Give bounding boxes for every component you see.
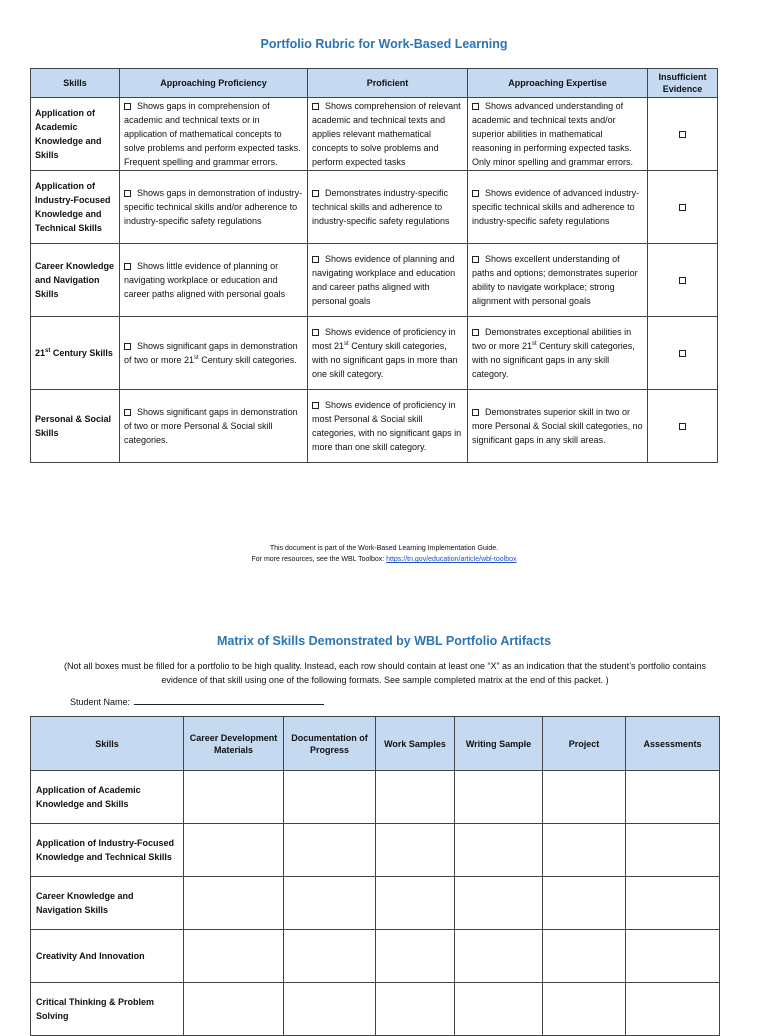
cell-proficient: Shows evidence of proficiency in most 21st Century skill categories, with no significant gaps in more than one skill category.	[308, 317, 468, 390]
cell-approaching-proficiency: Shows significant gaps in demonstration of two or more 21st Century skill categories.	[120, 317, 308, 390]
matrix-cell[interactable]	[376, 930, 455, 983]
table-row	[31, 171, 718, 244]
wbl-toolbox-link[interactable]: https://tn.gov/education/article/wbl-toolbox	[386, 556, 517, 563]
matrix-cell[interactable]	[543, 771, 626, 824]
header-documentation: Documentation of Progress	[284, 717, 376, 771]
cell-approaching-expertise: Shows evidence of advanced industry-specific technical skills and adherence to industry-specific safety regulations	[468, 171, 648, 244]
cell-approaching-expertise: Shows advanced understanding of academic and technical texts and/or superior abilities in mathematical reasoning in performing expected tasks. Only minor spelling and grammar errors.	[468, 98, 648, 171]
checkbox-icon[interactable]	[124, 263, 131, 270]
checkbox-icon[interactable]	[124, 343, 131, 350]
cell-approaching-expertise: Demonstrates superior skill in two or more Personal & Social skill categories, no significant gaps in any skill areas.	[468, 390, 648, 463]
skill-name: Career Knowledge and Navigation Skills	[31, 244, 120, 317]
cell-insufficient-evidence	[648, 317, 718, 390]
skill-name: Personal & Social Skills	[31, 390, 120, 463]
header-skills: Skills	[31, 717, 184, 771]
checkbox-icon[interactable]	[679, 131, 686, 138]
table-row	[31, 98, 718, 171]
matrix-cell[interactable]	[376, 771, 455, 824]
rubric-title: Portfolio Rubric for Work-Based Learning	[260, 37, 508, 51]
matrix-cell[interactable]	[626, 771, 720, 824]
matrix-cell[interactable]	[626, 983, 720, 1036]
cell-approaching-proficiency: Shows gaps in demonstration of industry-specific technical skills and/or adherence to industry-specific safety regulations	[120, 171, 308, 244]
matrix-cell[interactable]	[455, 877, 543, 930]
student-name-label: Student Name:	[70, 697, 131, 707]
checkbox-icon[interactable]	[312, 103, 319, 110]
checkbox-icon[interactable]	[124, 103, 131, 110]
header-project: Project	[543, 717, 626, 771]
skill-name: 21st Century Skills	[31, 317, 120, 390]
matrix-cell[interactable]	[626, 824, 720, 877]
matrix-cell[interactable]	[184, 930, 284, 983]
skill-name: Career Knowledge and Navigation Skills	[31, 877, 184, 930]
matrix-header-row	[31, 717, 720, 771]
matrix-cell[interactable]	[543, 877, 626, 930]
table-row	[31, 317, 718, 390]
table-row	[31, 983, 720, 1036]
checkbox-icon[interactable]	[472, 103, 479, 110]
table-row	[31, 930, 720, 983]
cell-insufficient-evidence	[648, 244, 718, 317]
checkbox-icon[interactable]	[472, 329, 479, 336]
skill-name: Application of Industry-Focused Knowledge and Technical Skills	[31, 171, 120, 244]
skill-name: Application of Academic Knowledge and Skills	[31, 98, 120, 171]
matrix-cell[interactable]	[184, 824, 284, 877]
checkbox-icon[interactable]	[312, 329, 319, 336]
matrix-cell[interactable]	[184, 983, 284, 1036]
cell-approaching-proficiency: Shows little evidence of planning or navigating workplace or education and career paths aligned with personal goals	[120, 244, 308, 317]
matrix-note: (Not all boxes must be filled for a portfolio to be high quality. Instead, each row should contain at least one “X” as an indication that the student’s portfolio contains evidence of that skill using one of the following formats. See sample completed matrix at the end of this packet. )	[63, 661, 707, 685]
matrix-table	[30, 716, 720, 1036]
checkbox-icon[interactable]	[679, 204, 686, 211]
matrix-cell[interactable]	[184, 771, 284, 824]
header-approaching-expertise: Approaching Expertise	[468, 69, 648, 98]
header-insufficient-evidence: Insufficient Evidence	[648, 69, 718, 98]
matrix-cell[interactable]	[455, 824, 543, 877]
table-row	[31, 824, 720, 877]
cell-proficient: Shows evidence of proficiency in most Personal & Social skill categories, with no significant gaps in more than one skill category.	[308, 390, 468, 463]
matrix-cell[interactable]	[376, 877, 455, 930]
student-name-line[interactable]	[134, 695, 324, 705]
table-row	[31, 390, 718, 463]
matrix-cell[interactable]	[376, 824, 455, 877]
checkbox-icon[interactable]	[472, 190, 479, 197]
header-assessments: Assessments	[626, 717, 720, 771]
checkbox-icon[interactable]	[312, 402, 319, 409]
cell-approaching-expertise: Shows excellent understanding of paths and options; demonstrates superior ability to navigate workplace; strong alignment with personal goals	[468, 244, 648, 317]
skill-name: Application of Industry-Focused Knowledge and Technical Skills	[31, 824, 184, 877]
matrix-cell[interactable]	[455, 930, 543, 983]
checkbox-icon[interactable]	[679, 277, 686, 284]
table-row	[31, 877, 720, 930]
matrix-cell[interactable]	[376, 983, 455, 1036]
matrix-cell[interactable]	[284, 930, 376, 983]
header-proficient: Proficient	[308, 69, 468, 98]
header-work-samples: Work Samples	[376, 717, 455, 771]
cell-approaching-proficiency: Shows gaps in comprehension of academic and technical texts or in application of mathematical concepts to solve problems and perform expected tasks. Frequent spelling and grammar errors.	[120, 98, 308, 171]
cell-insufficient-evidence	[648, 390, 718, 463]
matrix-cell[interactable]	[543, 983, 626, 1036]
matrix-cell[interactable]	[184, 877, 284, 930]
matrix-cell[interactable]	[284, 824, 376, 877]
cell-proficient: Shows evidence of planning and navigating workplace and education and career paths aligned with personal goals	[308, 244, 468, 317]
header-writing-sample: Writing Sample	[455, 717, 543, 771]
cell-insufficient-evidence	[648, 171, 718, 244]
matrix-cell[interactable]	[626, 930, 720, 983]
cell-approaching-expertise: Demonstrates exceptional abilities in two or more 21st Century skill categories, with no significant gaps in any skill category.	[468, 317, 648, 390]
checkbox-icon[interactable]	[679, 423, 686, 430]
header-approaching-proficiency: Approaching Proficiency	[120, 69, 308, 98]
table-row	[31, 771, 720, 824]
matrix-cell[interactable]	[543, 930, 626, 983]
matrix-title: Matrix of Skills Demonstrated by WBL Portfolio Artifacts	[216, 634, 552, 648]
skill-name: Critical Thinking & Problem Solving	[31, 983, 184, 1036]
cell-proficient: Shows comprehension of relevant academic and technical texts and applies relevant mathematical concepts to solve problems and perform expected tasks	[308, 98, 468, 171]
matrix-cell[interactable]	[455, 771, 543, 824]
checkbox-icon[interactable]	[124, 409, 131, 416]
checkbox-icon[interactable]	[312, 256, 319, 263]
skill-name: Application of Academic Knowledge and Skills	[31, 771, 184, 824]
rubric-table	[30, 68, 718, 463]
matrix-cell[interactable]	[284, 877, 376, 930]
header-career-development: Career Development Materials	[184, 717, 284, 771]
student-name-field[interactable]	[70, 695, 324, 707]
header-skills: Skills	[31, 69, 120, 98]
rubric-header-row	[31, 69, 718, 98]
cell-insufficient-evidence	[648, 98, 718, 171]
checkbox-icon[interactable]	[472, 256, 479, 263]
checkbox-icon[interactable]	[312, 190, 319, 197]
footer-line-2: For more resources, see the WBL Toolbox: https://tn.gov/education/article/wbl-toolbox	[251, 556, 517, 563]
matrix-cell[interactable]	[543, 824, 626, 877]
checkbox-icon[interactable]	[124, 190, 131, 197]
skill-name: Creativity And Innovation	[31, 930, 184, 983]
matrix-cell[interactable]	[284, 771, 376, 824]
matrix-cell[interactable]	[284, 983, 376, 1036]
cell-approaching-proficiency: Shows significant gaps in demonstration of two or more Personal & Social skill categories.	[120, 390, 308, 463]
matrix-cell[interactable]	[455, 983, 543, 1036]
matrix-cell[interactable]	[626, 877, 720, 930]
cell-proficient: Demonstrates industry-specific technical skills and adherence to industry-specific safety regulations	[308, 171, 468, 244]
table-row	[31, 244, 718, 317]
checkbox-icon[interactable]	[472, 409, 479, 416]
footer-line-1: This document is part of the Work-Based Learning Implementation Guide.	[269, 545, 499, 552]
checkbox-icon[interactable]	[679, 350, 686, 357]
